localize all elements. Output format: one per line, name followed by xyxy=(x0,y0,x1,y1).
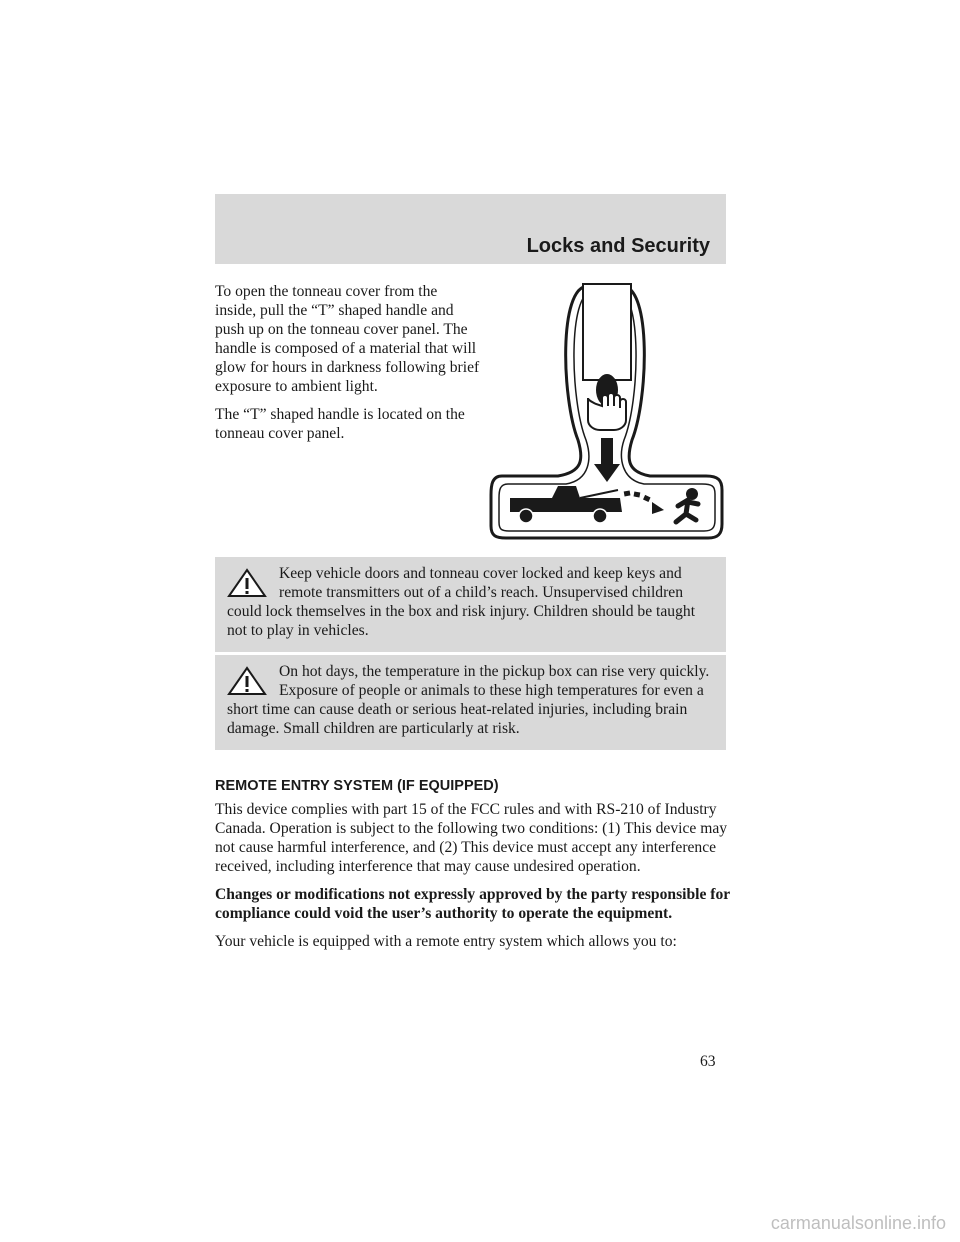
warning-triangle-icon xyxy=(227,666,267,696)
fcc-compliance-paragraph: This device complies with part 15 of the FCC rules and with RS-210 of Industry Canada. Operation is subject to the following two conditions: (1) This device may not cause harmful interference, and (2) This device must accept any interference received, including interference that may cause undesired operation. xyxy=(215,801,728,875)
warning-box-children xyxy=(215,557,726,652)
remote-entry-section xyxy=(215,800,730,960)
intro-paragraph-1: To open the tonneau cover from the inside, pull the “T” shaped handle and push up on the tonneau cover panel. The handle is composed of a material that will glow for hours in darkness following brief exposure to ambient light. xyxy=(215,283,480,395)
page-number: 63 xyxy=(700,1053,716,1070)
section-header-band xyxy=(215,194,726,264)
modifications-warning-paragraph: Changes or modifications not expressly approved by the party responsible for compliance could void the user’s authority to operate the equipment. xyxy=(215,886,730,922)
remote-entry-intro-paragraph: Your vehicle is equipped with a remote entry system which allows you to: xyxy=(215,933,677,950)
tonneau-release-handle-illustration xyxy=(488,280,726,542)
section-title: Locks and Security xyxy=(526,235,710,257)
remote-entry-heading: REMOTE ENTRY SYSTEM (IF EQUIPPED) xyxy=(215,778,499,794)
intro-text xyxy=(215,282,480,452)
warning-text: Keep vehicle doors and tonneau cover locked and keep keys and remote transmitters out of a child’s reach. Unsupervised children could lock themselves in the box and risk injury. Children should be taught not to play in vehicles. xyxy=(227,565,696,639)
watermark: carmanualsonline.info xyxy=(770,1213,946,1233)
intro-paragraph-2: The “T” shaped handle is located on the tonneau cover panel. xyxy=(215,406,465,442)
warning-triangle-icon xyxy=(227,568,267,598)
warning-text: On hot days, the temperature in the pickup box can rise very quickly. Exposure of people or animals to these high temperatures for even a short time can cause death or serious heat-related injuries, including brain damage. Small children are particularly at risk. xyxy=(227,663,710,737)
warning-box-heat xyxy=(215,655,726,750)
